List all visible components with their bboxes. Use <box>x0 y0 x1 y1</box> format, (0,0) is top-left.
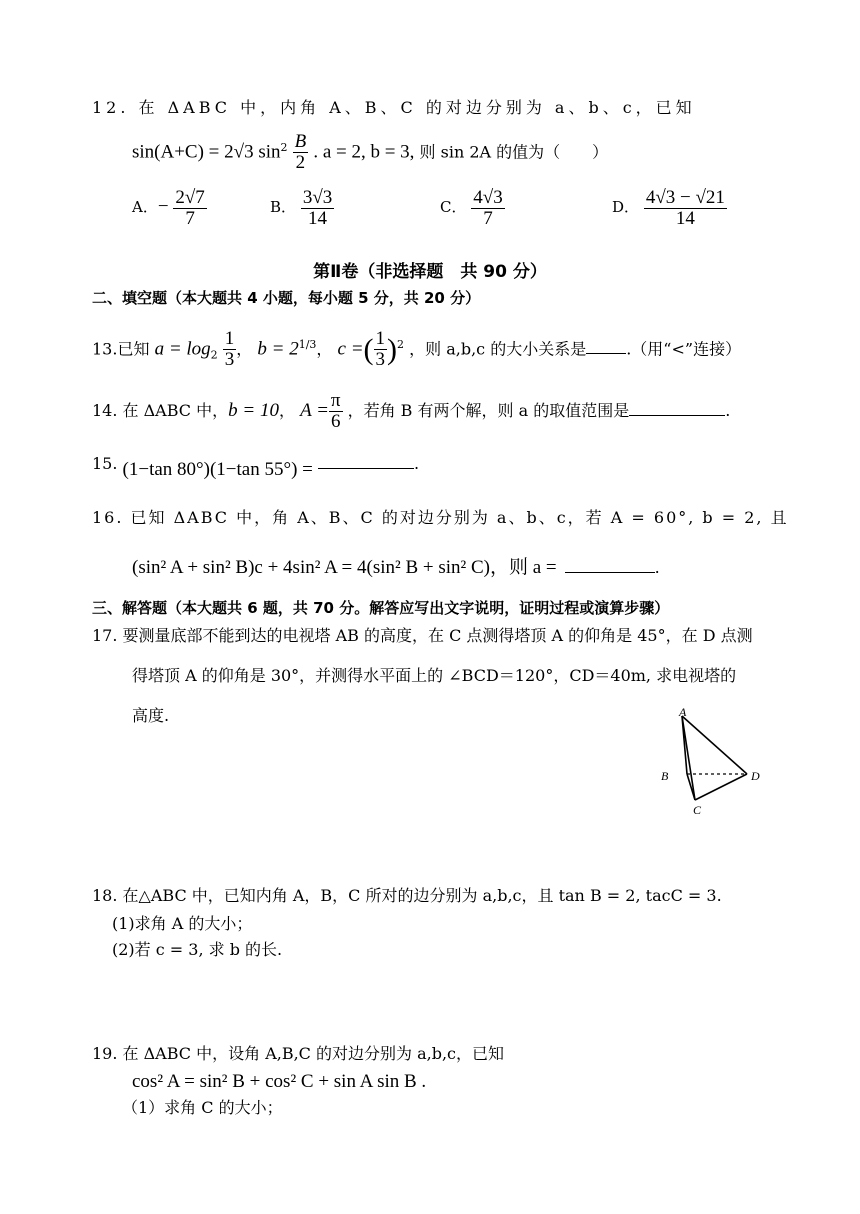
q18-line2: (1)求角 A 的大小； <box>112 914 253 933</box>
tower-figure <box>655 700 775 820</box>
q15: 15. (1−tan 80°)(1−tan 55°) = . <box>92 454 420 480</box>
q19-line3: （1）求角 C 的大小； <box>122 1098 283 1117</box>
fig-edge-ac <box>682 716 695 800</box>
q16-line1: 16. 已知 ΔABC 中，角 A、B、C 的对边分别为 a、b、c，若 A = 60°, b = 2, 且 <box>92 508 789 527</box>
q12-option-b: B． $\frac{3√3}{14}$ <box>270 186 333 229</box>
q17-line2: 得塔顶 A 的仰角是 30°，并测得水平面上的 ∠BCD＝120°，CD＝40m, 求电视塔的 <box>132 666 737 685</box>
fig-label-a: A <box>679 705 687 719</box>
q12-option-d: D． $\frac{4√3 - √21}{14}$ <box>612 186 725 229</box>
q17-line3: 高度. <box>132 706 170 725</box>
fig-edge-cd <box>695 774 747 800</box>
q12-expr-c: 则 sin 2A 的值为（ ） <box>419 142 609 162</box>
part2-title: 第Ⅱ卷（非选择题 共 90 分） <box>313 262 547 282</box>
q19-line2: cos² A = sin² B + cos² C + sin A sin B . <box>132 1071 427 1092</box>
q13: 13.已知 $a = \log_2$ $\frac{1}{3}$ ， $b = 2^{1/3}$， c =( $\frac{1}{3}$ )$^2$ ，则 a,b,c 的大小关系是 .（用“<”连接） <box>92 328 742 371</box>
q12-line1: 12. 在 ΔABC 中，内角 A、B、C 的对边分别为 a、b、c，已知 <box>92 98 696 117</box>
q17-line1: 17. 要测量底部不能到达的电视塔 AB 的高度，在 C 点测得塔顶 A 的仰角是 45°，在 D 点测 <box>92 626 753 645</box>
q14: 14. 在 ΔABC 中，b = 10， A = $\frac{\pi}{6}$ ，若角 B 有两个解，则 a 的取值范围是 . <box>92 390 731 432</box>
q18-line1: 18. 在△ABC 中，已知内角 A，B，C 所对的边分别为 a,b,c，且 tan B = 2, tacC = 3. <box>92 886 722 905</box>
q12-option-c: C． $\frac{4√3}{7}$ <box>440 186 503 229</box>
fig-label-c: C <box>693 803 702 817</box>
section3-title: 三、解答题（本大题共 6 题，共 70 分。解答应写出文字说明，证明过程或演算步骤） <box>92 599 670 617</box>
q12-expr-b: . a = 2, b = 3, <box>313 141 415 163</box>
fig-label-b: B <box>661 769 669 783</box>
q12-option-a: A．− $\frac{2√7}{7}$ <box>132 186 205 229</box>
section2-title: 二、填空题（本大题共 4 小题，每小题 5 分，共 20 分） <box>92 289 481 307</box>
q12-expr-a: sin(A+C) = 2√3 sin <box>132 141 281 163</box>
fig-label-d: D <box>751 769 760 783</box>
q12-line2: sin(A+C) = 2√3 $\sin^2$ $\frac{B}{2}$ . a = 2, b = 3, 则 sin 2A 的值为（ ） <box>132 131 609 174</box>
q18-line3: (2)若 c = 3, 求 b 的长. <box>112 940 283 959</box>
q19-line1: 19. 在 ΔABC 中，设角 A,B,C 的对边分别为 a,b,c，已知 <box>92 1044 505 1063</box>
fig-edge-ad <box>682 716 747 774</box>
q16-line2: (sin² A + sin² B)c + 4sin² A = 4(sin² B + sin² C)，则 a = . <box>132 557 660 578</box>
q12-frac: $\frac{B}{2}$ <box>294 131 307 174</box>
